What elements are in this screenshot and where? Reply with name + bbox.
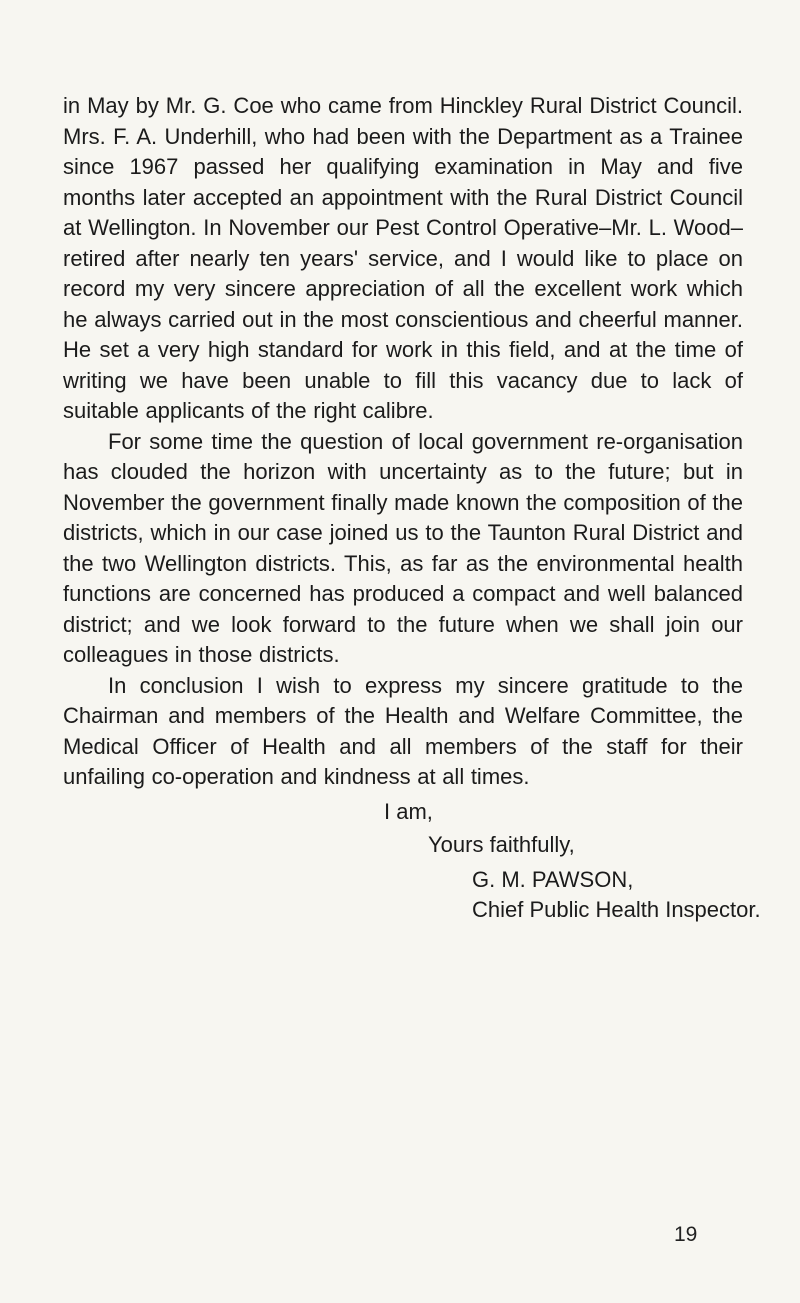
paragraph-staff-changes: in May by Mr. G. Coe who came from Hinckley Rural District Council. Mrs. F. A. Underhill, who had been with the Department as a Trainee since 1967 passed her qualifying examination in May and five months later accepted an appointment with the Rural District Council at Wellington. In November our Pest Control Operative–Mr. L. Wood–retired after nearly ten years' service, and I would like to place on record my very sincere appreciation of all the excellent work which he always carried out in the most conscientious and cheerful manner. He set a very high standard for work in this field, and at the time of writing we have been unable to fill this vacancy due to lack of suitable applicants of the right calibre.: [63, 93, 743, 423]
page-number: 19: [674, 1223, 698, 1246]
signatory-title: Chief Public Health Inspector.: [472, 897, 761, 922]
valediction: Yours faithfully,: [428, 832, 575, 857]
paragraph-reorganisation: For some time the question of local government re-organisation has clouded the horizon with uncertainty as to the future; but in November the government finally made known the composition of the districts, which in our case joined us to the Taunton Rural District and the two Wellington districts. This, as far as the environmental health functions are concerned has produced a compact and well balanced district; and we look forward to the future when we shall join our colleagues in those districts.: [63, 428, 743, 667]
salutation: I am,: [384, 798, 433, 824]
paragraph-conclusion: In conclusion I wish to express my sincere gratitude to the Chairman and members of the Health and Welfare Committee, the Medical Officer of Health and all members of the staff for their unfailing co-operation and kindness at all times.: [63, 672, 743, 789]
signatory-name: G. M. PAWSON,: [472, 866, 634, 892]
letter-body: [63, 91, 761, 926]
letter-closing: [384, 797, 761, 926]
